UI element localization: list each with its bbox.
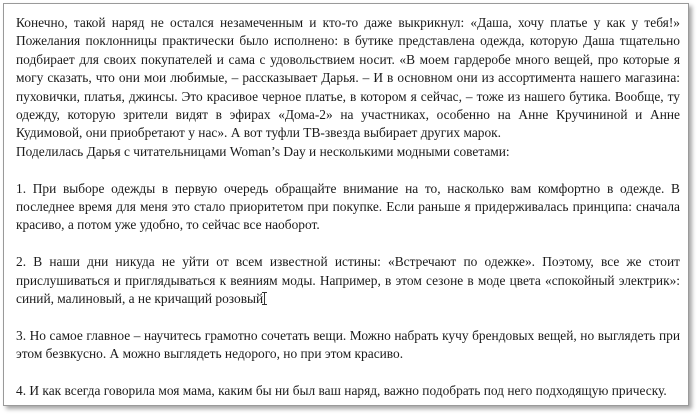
paragraph-spacer [16,308,680,326]
paragraph-spacer [16,161,680,179]
article-frame [3,3,689,406]
tip-1-paragraph: 1. При выборе одежды в первую очередь обращайте внимание на то, насколько вам комфортно в одежде. В последнее время для меня это стало приоритетом при покупке. Если раньше я придерживалась принципа: сначала красиво, а потом уже удобно, то сейчас все наоборот. [16,180,680,233]
intro-paragraph: Конечно, такой наряд не остался незамеченным и кто-то даже выкрикнул: «Даша, хочу платье у как у тебя!» Пожелания поклонницы практически было исполнено: в бутике представлена одежда, которую Даша тщательно подбирает для своих покупателей и сама с удовольствием носит. «В моем гардеробе много вещей, про которые я могу сказать, что они мои любимые, – рассказывает Дарья. – И в основном они из ассортимента нашего магазина: пуховички, платья, джинсы. Это красивое черное платье, в котором я сейчас, – тоже из нашего бутика. Вообще, ту одежду, которую зрители видят в эфирах «Дома-2» на участниках, особенно на Анне Кручининой и Анне Кудимовой, они приобретают у нас». А вот туфли ТВ-звезда выбирает других марок. [16,15,680,141]
text-cursor-icon [264,292,265,305]
article-body [16,14,680,400]
paragraph-spacer [16,364,680,382]
tip-3-paragraph: 3. Но самое главное – научитесь грамотно сочетать вещи. Можно набрать кучу брендовых вещей, но выглядеть при этом безвкусно. А можно выглядеть недорого, но при этом красиво. [16,327,680,362]
tip-2-text: 2. В наши дни никуда не уйти от всем известной истины: «Встречают по одежке». Поэтому, все же стоит прислушиваться и приглядываться к веяниям моды. Например, в этом сезоне в моде цвета «спокойный электрик»: синий, малиновый, а не кричащий розовый [16,254,680,307]
tip-2-paragraph [16,253,680,308]
lead-paragraph: Поделилась Дарья с читательницами Woman’s Day и несколькими модными советами: [16,143,510,159]
paragraph-spacer [16,235,680,253]
tip-4-paragraph: 4. И как всегда говорила моя мама, каким бы ни был ваш наряд, важно подобрать под него подходящую прическу. [16,383,667,399]
